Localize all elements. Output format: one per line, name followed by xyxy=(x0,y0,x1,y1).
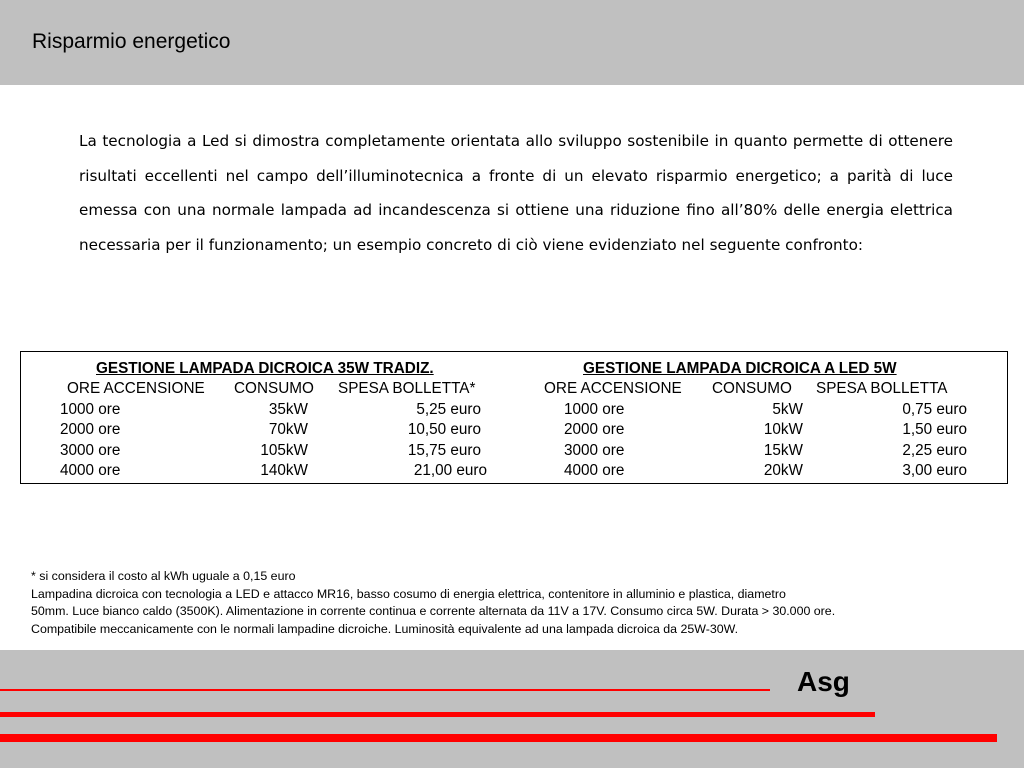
red-stripe-thin xyxy=(0,689,770,691)
traditional-hours: 2000 ore xyxy=(60,421,121,438)
footnotes xyxy=(31,568,835,638)
traditional-hours: 4000 ore xyxy=(60,462,121,479)
led-consumption: 15kW xyxy=(763,442,803,459)
traditional-col-hours: ORE ACCENSIONE xyxy=(67,380,205,397)
red-stripe-thick xyxy=(0,734,997,742)
footer-bar xyxy=(0,650,1024,768)
led-col-consumption: CONSUMO xyxy=(712,380,792,397)
led-hours: 2000 ore xyxy=(564,421,625,438)
traditional-cost: 21,00 euro xyxy=(413,462,487,479)
footnote-line: Compatibile meccanicamente con le normali lampadine dicroiche. Luminosità equivalente ad una lampada dicroica da 25W-30W. xyxy=(31,621,739,636)
led-hours: 1000 ore xyxy=(564,401,625,418)
led-cost: 3,00 euro xyxy=(902,462,967,479)
led-hours: 4000 ore xyxy=(564,462,625,479)
traditional-consumption: 35kW xyxy=(268,401,308,418)
header-bar xyxy=(0,0,1024,85)
traditional-cost: 10,50 euro xyxy=(407,421,481,438)
led-consumption: 10kW xyxy=(763,421,803,438)
comparison-table xyxy=(20,351,1008,484)
led-cost: 2,25 euro xyxy=(902,442,967,459)
footnote-line: 50mm. Luce bianco caldo (3500K). Alimentazione in corrente continua e corrente alternata da 11V a 17V. Consumo circa 5W. Durata > 30.000 ore. xyxy=(31,604,836,618)
led-title: GESTIONE LAMPADA DICROICA A LED 5W xyxy=(583,360,897,377)
traditional-col-consumption: CONSUMO xyxy=(234,380,314,397)
led-cost: 1,50 euro xyxy=(902,421,967,438)
asg-logo: Asg xyxy=(797,666,850,697)
footnote-cost: * si considera il costo al kWh uguale a 0,15 euro xyxy=(31,569,296,583)
traditional-consumption: 105kW xyxy=(260,442,308,459)
intro-paragraph: La tecnologia a Led si dimostra completamente orientata allo sviluppo sostenibile in quanto permette di ottenere risultati eccellenti nel campo dell’illuminotecnica a fronte di un elevato risparmio energetico; a parità di luce emessa con una normale lampada ad incandescenza si ottiene una riduzione fino all’80% delle energia elettrica necessaria per il funzionamento; un esempio concreto di ciò viene evidenziato nel seguente confronto: xyxy=(79,132,953,254)
page-title: Risparmio energetico xyxy=(32,30,231,53)
red-stripe-medium xyxy=(0,712,875,717)
led-cost: 0,75 euro xyxy=(902,401,967,418)
led-consumption: 20kW xyxy=(763,462,803,479)
traditional-cost: 15,75 euro xyxy=(407,442,481,459)
led-hours: 3000 ore xyxy=(564,442,625,459)
traditional-hours: 3000 ore xyxy=(60,442,121,459)
led-consumption: 5kW xyxy=(772,401,803,418)
traditional-consumption: 140kW xyxy=(260,462,308,479)
traditional-hours: 1000 ore xyxy=(60,401,121,418)
led-col-hours: ORE ACCENSIONE xyxy=(544,380,682,397)
traditional-title: GESTIONE LAMPADA DICROICA 35W TRADIZ. xyxy=(96,360,434,377)
footnote-line: Lampadina dicroica con tecnologia a LED e attacco MR16, basso cosumo di energia elettrica, contenitore in alluminio e plastica, diametro xyxy=(31,586,786,601)
traditional-consumption: 70kW xyxy=(268,421,308,438)
traditional-col-cost: SPESA BOLLETTA* xyxy=(338,380,476,397)
traditional-cost: 5,25 euro xyxy=(416,401,481,418)
led-col-cost: SPESA BOLLETTA xyxy=(816,380,948,397)
